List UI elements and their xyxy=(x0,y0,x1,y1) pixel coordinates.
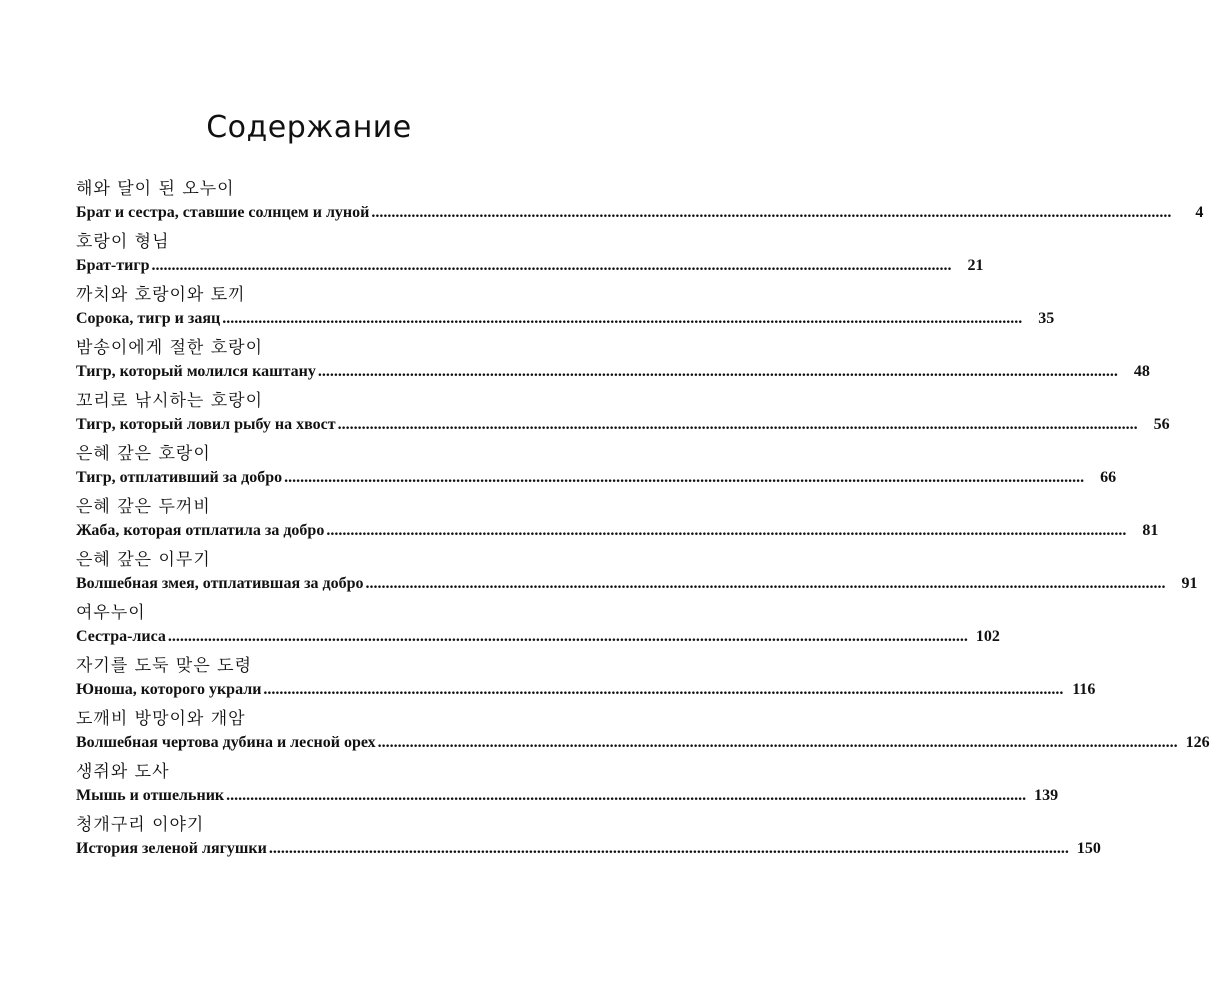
toc-entry xyxy=(76,814,1101,867)
entry-line xyxy=(76,361,1150,383)
korean-title: 청개구리 이야기 xyxy=(76,815,205,835)
russian-title: Тигр, который молился каштану xyxy=(76,363,316,380)
entry-line xyxy=(76,414,1170,436)
russian-title: История зеленой лягушки xyxy=(76,840,267,857)
russian-title: Брат и сестра, ставшие солнцем и луной xyxy=(76,204,370,221)
toc-entry xyxy=(76,443,1117,496)
korean-title: 자기를 도둑 맞은 도령 xyxy=(76,656,253,676)
entry-line xyxy=(76,573,1198,595)
toc-entry xyxy=(76,496,1159,549)
page-number: 116 xyxy=(1072,681,1096,698)
dot-leader: ........................................................................................................................................................................................................ xyxy=(222,310,1023,327)
toc-entry xyxy=(76,708,1210,761)
page-number: 56 xyxy=(1153,416,1170,433)
korean-title: 호랑이 형님 xyxy=(76,232,170,252)
toc-entry xyxy=(76,178,1204,231)
russian-title: Волшебная чертова дубина и лесной орех xyxy=(76,734,376,751)
page-number: 126 xyxy=(1185,734,1210,751)
dot-leader: ........................................................................................................................................................................................................ xyxy=(284,469,1085,486)
russian-title: Тигр, который ловил рыбу на хвост xyxy=(76,416,336,433)
korean-title: 도깨비 방망이와 개암 xyxy=(76,709,246,729)
russian-title: Мышь и отшельник xyxy=(76,787,225,804)
korean-title: 은혜 갚은 두꺼비 xyxy=(76,497,211,517)
russian-title: Сорока, тигр и заяц xyxy=(76,310,221,327)
page-number: 4 xyxy=(1195,204,1204,221)
entry-line xyxy=(76,255,984,277)
page-number: 150 xyxy=(1076,840,1101,857)
entry-line xyxy=(76,520,1159,542)
page-number: 81 xyxy=(1142,522,1159,539)
toc-entry xyxy=(76,390,1170,443)
dot-leader: ........................................................................................................................................................................................................ xyxy=(337,416,1138,433)
dot-leader: ........................................................................................................................................................................................................ xyxy=(365,575,1166,592)
korean-title: 은혜 갚은 호랑이 xyxy=(76,444,211,464)
russian-title: Брат-тигр xyxy=(76,257,150,274)
page-number: 66 xyxy=(1100,469,1117,486)
entry-line xyxy=(76,308,1055,330)
russian-title: Тигр, отплативший за добро xyxy=(76,469,283,486)
toc-entry xyxy=(76,284,1055,337)
korean-title: 해와 달이 된 오누이 xyxy=(76,179,235,199)
page-number: 139 xyxy=(1034,787,1059,804)
dot-leader: ........................................................................................................................................................................................................ xyxy=(167,628,968,645)
dot-leader: ........................................................................................................................................................................................................ xyxy=(263,681,1064,698)
korean-title: 밤송이에게 절한 호랑이 xyxy=(76,338,264,358)
dot-leader: ........................................................................................................................................................................................................ xyxy=(268,840,1069,857)
entry-line xyxy=(76,679,1096,701)
korean-title: 생쥐와 도사 xyxy=(76,762,170,782)
dot-leader: ........................................................................................................................................................................................................ xyxy=(377,734,1178,751)
page-number: 48 xyxy=(1133,363,1150,380)
toc-entry xyxy=(76,655,1096,708)
page-number: 91 xyxy=(1181,575,1198,592)
russian-title: Жаба, которая отплатила за добро xyxy=(76,522,325,539)
dot-leader: ........................................................................................................................................................................................................ xyxy=(151,257,952,274)
entry-line xyxy=(76,467,1117,489)
table-of-contents xyxy=(76,178,1210,867)
toc-entry xyxy=(76,337,1150,390)
page-title: Содержание xyxy=(206,110,412,145)
korean-title: 은혜 갚은 이무기 xyxy=(76,550,211,570)
korean-title: 꼬리로 낚시하는 호랑이 xyxy=(76,391,264,411)
toc-entry xyxy=(76,602,1000,655)
toc-entry xyxy=(76,761,1059,814)
korean-title: 여우누이 xyxy=(76,603,146,623)
dot-leader: ........................................................................................................................................................................................................ xyxy=(326,522,1127,539)
russian-title: Волшебная змея, отплатившая за добро xyxy=(76,575,364,592)
toc-entry xyxy=(76,549,1198,602)
dot-leader: ........................................................................................................................................................................................................ xyxy=(371,204,1172,221)
entry-line xyxy=(76,838,1101,860)
russian-title: Юноша, которого украли xyxy=(76,681,262,698)
dot-leader: ........................................................................................................................................................................................................ xyxy=(317,363,1118,380)
toc-entry xyxy=(76,231,984,284)
entry-line xyxy=(76,785,1059,807)
page-number: 21 xyxy=(967,257,984,274)
korean-title: 까치와 호랑이와 토끼 xyxy=(76,285,246,305)
russian-title: Сестра-лиса xyxy=(76,628,166,645)
page-number: 35 xyxy=(1038,310,1055,327)
entry-line xyxy=(76,626,1000,648)
page-number: 102 xyxy=(975,628,1000,645)
entry-line xyxy=(76,732,1210,754)
dot-leader: ........................................................................................................................................................................................................ xyxy=(226,787,1027,804)
entry-line xyxy=(76,202,1204,224)
